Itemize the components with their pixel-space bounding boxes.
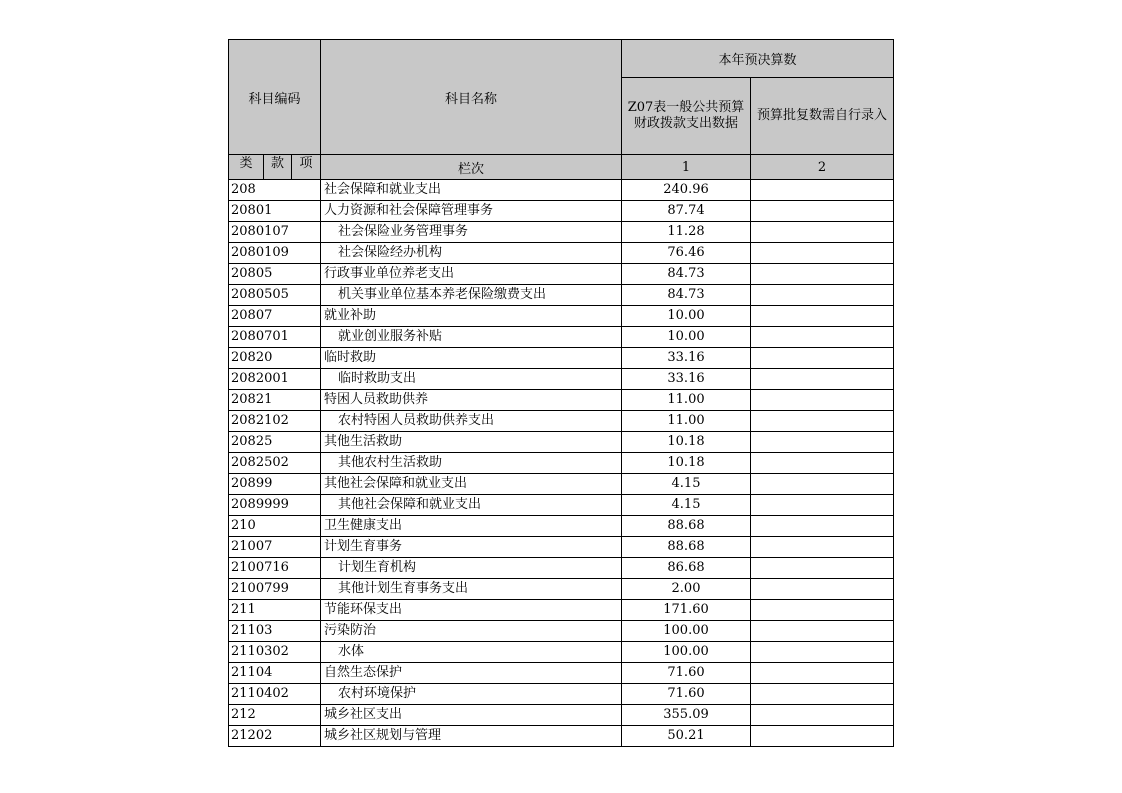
row-name[interactable]: 就业创业服务补贴	[321, 327, 622, 348]
row-name[interactable]: 社会保险业务管理事务	[321, 222, 622, 243]
row-approved-value[interactable]	[751, 432, 894, 453]
row-value[interactable]: 355.09	[622, 705, 751, 726]
seq-col1: 1	[622, 155, 751, 180]
row-name[interactable]: 城乡社区支出	[321, 705, 622, 726]
row-code[interactable]: 2080107	[229, 222, 321, 243]
row-code[interactable]: 211	[229, 600, 321, 621]
row-value[interactable]: 76.46	[622, 243, 751, 264]
row-code[interactable]: 208	[229, 180, 321, 201]
row-name[interactable]: 农村特困人员救助供养支出	[321, 411, 622, 432]
row-value[interactable]: 50.21	[622, 726, 751, 747]
row-value[interactable]: 2.00	[622, 579, 751, 600]
row-name[interactable]: 水体	[321, 642, 622, 663]
row-name[interactable]: 临时救助	[321, 348, 622, 369]
row-code[interactable]: 2082502	[229, 453, 321, 474]
row-approved-value[interactable]	[751, 201, 894, 222]
table-row	[229, 642, 894, 663]
row-code[interactable]: 20820	[229, 348, 321, 369]
row-approved-value[interactable]	[751, 411, 894, 432]
row-code[interactable]: 2110402	[229, 684, 321, 705]
row-code[interactable]: 2100716	[229, 558, 321, 579]
table-row	[229, 264, 894, 285]
row-approved-value[interactable]	[751, 348, 894, 369]
row-value[interactable]: 10.18	[622, 453, 751, 474]
table-row	[229, 348, 894, 369]
table-row	[229, 411, 894, 432]
row-approved-value[interactable]	[751, 516, 894, 537]
row-value[interactable]: 10.00	[622, 327, 751, 348]
col1-header: Z07表一般公共预算财政拨款支出数据	[622, 78, 751, 155]
table-row	[229, 222, 894, 243]
row-value[interactable]: 71.60	[622, 663, 751, 684]
seq-label: 栏次	[321, 155, 622, 180]
row-name[interactable]: 其他农村生活救助	[321, 453, 622, 474]
row-approved-value[interactable]	[751, 243, 894, 264]
table-row	[229, 327, 894, 348]
table-row	[229, 516, 894, 537]
row-code[interactable]: 21104	[229, 663, 321, 684]
row-code[interactable]: 2100799	[229, 579, 321, 600]
row-approved-value[interactable]	[751, 558, 894, 579]
row-approved-value[interactable]	[751, 264, 894, 285]
row-approved-value[interactable]	[751, 726, 894, 747]
row-code[interactable]: 2080701	[229, 327, 321, 348]
seq-col2: 2	[751, 155, 894, 180]
row-approved-value[interactable]	[751, 390, 894, 411]
row-name[interactable]: 计划生育事务	[321, 537, 622, 558]
row-code[interactable]: 21007	[229, 537, 321, 558]
table-row	[229, 621, 894, 642]
table-row	[229, 684, 894, 705]
row-name[interactable]: 其他计划生育事务支出	[321, 579, 622, 600]
row-name[interactable]: 其他生活救助	[321, 432, 622, 453]
row-value[interactable]: 88.68	[622, 516, 751, 537]
row-value[interactable]: 84.73	[622, 285, 751, 306]
table-row	[229, 726, 894, 747]
row-name[interactable]: 污染防治	[321, 621, 622, 642]
sub-code-lei: 类	[229, 155, 264, 180]
row-name[interactable]: 自然生态保护	[321, 663, 622, 684]
row-approved-value[interactable]	[751, 369, 894, 390]
row-name[interactable]: 就业补助	[321, 306, 622, 327]
row-name[interactable]: 社会保障和就业支出	[321, 180, 622, 201]
row-code[interactable]: 21202	[229, 726, 321, 747]
row-approved-value[interactable]	[751, 663, 894, 684]
row-value[interactable]: 11.00	[622, 411, 751, 432]
table-row	[229, 579, 894, 600]
row-name[interactable]: 农村环境保护	[321, 684, 622, 705]
group-header: 本年预决算数	[622, 40, 894, 78]
row-approved-value[interactable]	[751, 705, 894, 726]
row-value[interactable]: 4.15	[622, 474, 751, 495]
row-code[interactable]: 2080505	[229, 285, 321, 306]
row-value[interactable]: 86.68	[622, 558, 751, 579]
row-code[interactable]: 2089999	[229, 495, 321, 516]
row-value[interactable]: 87.74	[622, 201, 751, 222]
row-code[interactable]: 2110302	[229, 642, 321, 663]
row-approved-value[interactable]	[751, 285, 894, 306]
table-row	[229, 432, 894, 453]
row-name[interactable]: 其他社会保障和就业支出	[321, 474, 622, 495]
row-approved-value[interactable]	[751, 684, 894, 705]
row-name[interactable]: 行政事业单位养老支出	[321, 264, 622, 285]
row-name[interactable]: 临时救助支出	[321, 369, 622, 390]
row-name[interactable]: 人力资源和社会保障管理事务	[321, 201, 622, 222]
row-approved-value[interactable]	[751, 327, 894, 348]
row-approved-value[interactable]	[751, 495, 894, 516]
table-row	[229, 558, 894, 579]
col2-header: 预算批复数需自行录入	[751, 78, 894, 155]
table-row	[229, 201, 894, 222]
table-row	[229, 180, 894, 201]
row-value[interactable]: 10.00	[622, 306, 751, 327]
sub-code-kuan: 款	[264, 155, 292, 180]
row-value[interactable]: 240.96	[622, 180, 751, 201]
row-approved-value[interactable]	[751, 600, 894, 621]
row-name[interactable]: 社会保险经办机构	[321, 243, 622, 264]
row-value[interactable]: 100.00	[622, 642, 751, 663]
table-row	[229, 495, 894, 516]
row-value[interactable]: 11.00	[622, 390, 751, 411]
row-code[interactable]: 2080109	[229, 243, 321, 264]
row-approved-value[interactable]	[751, 621, 894, 642]
row-code[interactable]: 20805	[229, 264, 321, 285]
table-row	[229, 663, 894, 684]
row-value[interactable]: 33.16	[622, 348, 751, 369]
table-row	[229, 306, 894, 327]
row-approved-value[interactable]	[751, 537, 894, 558]
row-approved-value[interactable]	[751, 453, 894, 474]
row-value[interactable]: 100.00	[622, 621, 751, 642]
row-code[interactable]: 20807	[229, 306, 321, 327]
row-code[interactable]: 20899	[229, 474, 321, 495]
sub-code-xiang: 项	[292, 155, 321, 180]
row-value[interactable]: 4.15	[622, 495, 751, 516]
row-value[interactable]: 84.73	[622, 264, 751, 285]
row-code[interactable]: 20801	[229, 201, 321, 222]
table-row	[229, 390, 894, 411]
row-code[interactable]: 21103	[229, 621, 321, 642]
row-approved-value[interactable]	[751, 579, 894, 600]
row-value[interactable]: 11.28	[622, 222, 751, 243]
table-row	[229, 600, 894, 621]
row-approved-value[interactable]	[751, 474, 894, 495]
table-row	[229, 369, 894, 390]
row-name[interactable]: 其他社会保障和就业支出	[321, 495, 622, 516]
row-approved-value[interactable]	[751, 222, 894, 243]
row-name[interactable]: 机关事业单位基本养老保险缴费支出	[321, 285, 622, 306]
row-name[interactable]: 特困人员救助供养	[321, 390, 622, 411]
row-value[interactable]: 33.16	[622, 369, 751, 390]
table-row	[229, 453, 894, 474]
row-code[interactable]: 20825	[229, 432, 321, 453]
code-header: 科目编码	[229, 40, 321, 155]
row-name[interactable]: 计划生育机构	[321, 558, 622, 579]
row-value[interactable]: 10.18	[622, 432, 751, 453]
row-code[interactable]: 20821	[229, 390, 321, 411]
row-value[interactable]: 71.60	[622, 684, 751, 705]
row-name[interactable]: 卫生健康支出	[321, 516, 622, 537]
table-row	[229, 285, 894, 306]
row-approved-value[interactable]	[751, 180, 894, 201]
table-row	[229, 705, 894, 726]
row-code[interactable]: 210	[229, 516, 321, 537]
table-row	[229, 474, 894, 495]
row-approved-value[interactable]	[751, 642, 894, 663]
row-code[interactable]: 2082001	[229, 369, 321, 390]
row-name[interactable]: 节能环保支出	[321, 600, 622, 621]
row-code[interactable]: 2082102	[229, 411, 321, 432]
row-approved-value[interactable]	[751, 306, 894, 327]
row-code[interactable]: 212	[229, 705, 321, 726]
row-value[interactable]: 88.68	[622, 537, 751, 558]
table-row	[229, 537, 894, 558]
row-name[interactable]: 城乡社区规划与管理	[321, 726, 622, 747]
budget-table	[228, 39, 894, 747]
table-row	[229, 243, 894, 264]
row-value[interactable]: 171.60	[622, 600, 751, 621]
name-header: 科目名称	[321, 40, 622, 155]
